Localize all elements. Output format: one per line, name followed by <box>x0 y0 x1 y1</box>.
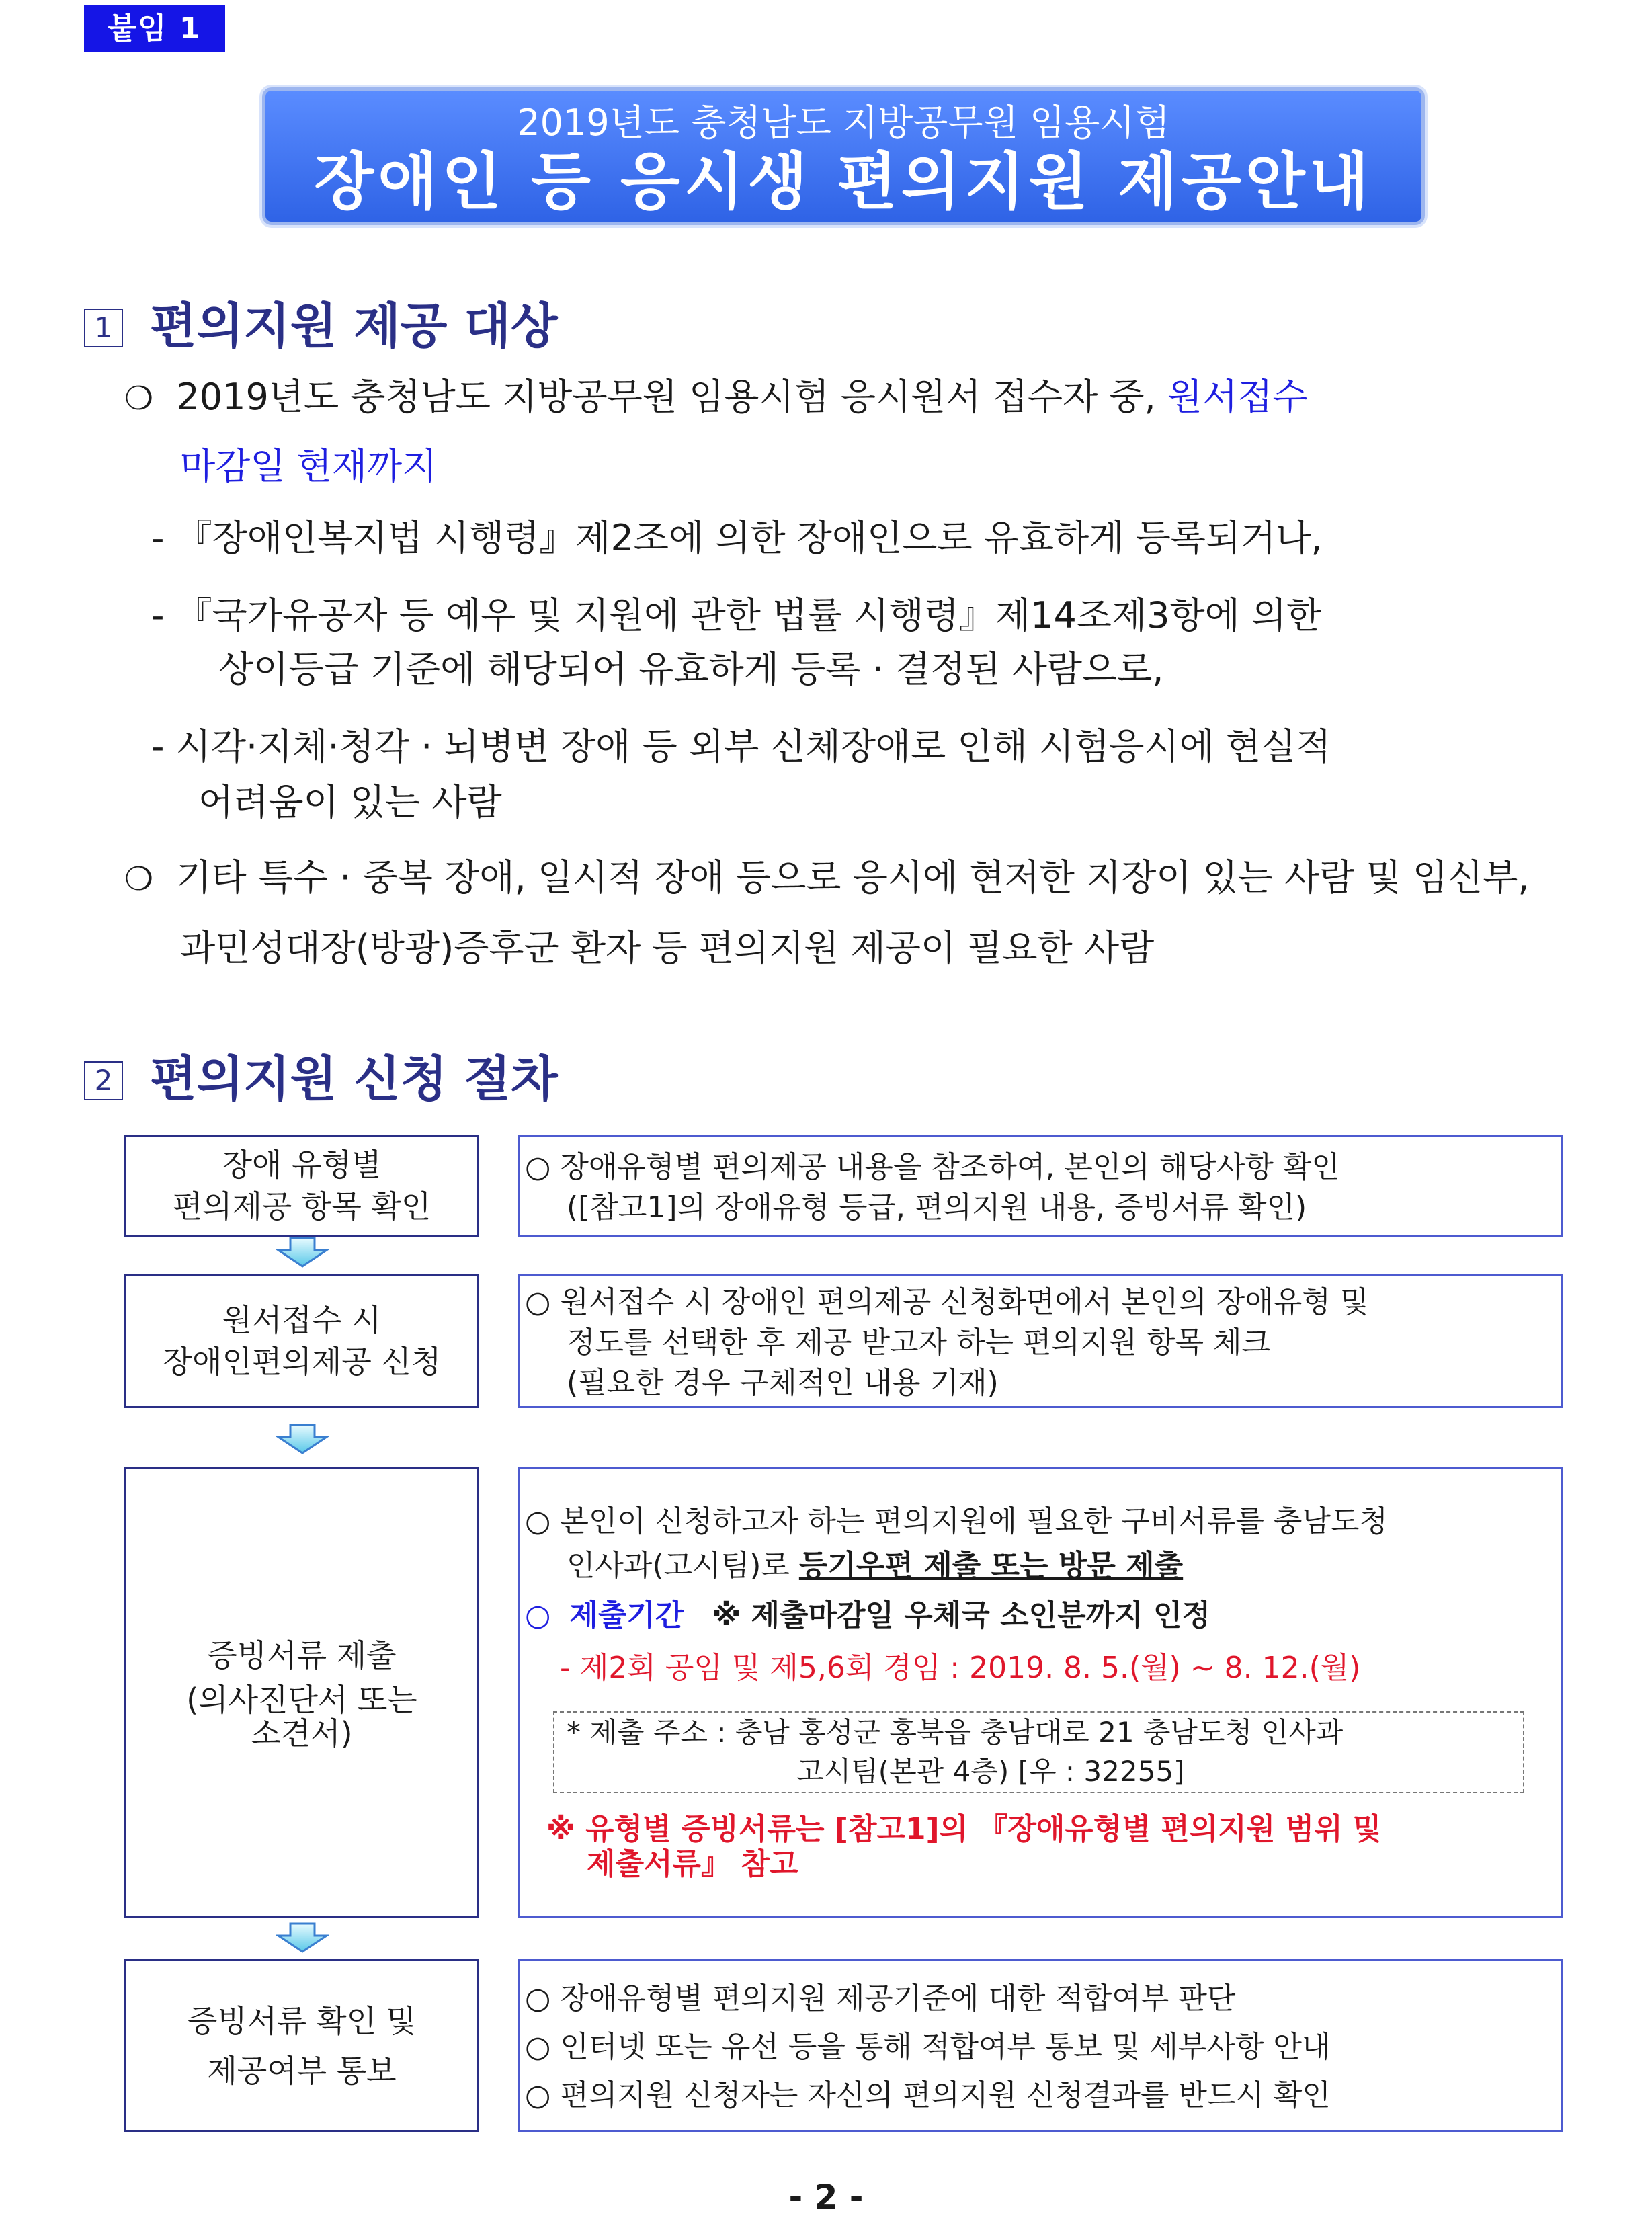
step3-note-line: ※ 유형별 증빙서류는 [참고1]의 『장애유형별 편의지원 범위 및 <box>546 1812 1382 1846</box>
step3-address-line: 고시팀(본관 4층) [우 : 32255] <box>796 1755 1185 1788</box>
step2-label-line: 원서접수 시 <box>222 1302 382 1338</box>
step4-content-box <box>518 1959 1563 2132</box>
dash-item-3-line2: 어려움이 있는 사람 <box>198 781 502 823</box>
down-arrow-icon <box>276 1922 329 1953</box>
step4-label-line: 증빙서류 확인 및 <box>187 2002 417 2039</box>
step2-content-box <box>518 1274 1563 1408</box>
circle-bullet-icon: ❍ <box>124 380 154 417</box>
step4-line: ○ 인터넷 또는 유선 등을 통해 적합여부 통보 및 세부사항 안내 <box>525 2030 1331 2064</box>
section1-number: 1 <box>84 309 123 347</box>
step3-note-line: 제출서류』 참고 <box>587 1847 798 1881</box>
step4-line: ○ 편의지원 신청자는 자신의 편의지원 신청결과를 반드시 확인 <box>525 2078 1331 2112</box>
step2-label-box <box>124 1274 479 1408</box>
circle-bullet-icon: ○ <box>525 1598 551 1633</box>
circle-bullet-icon: ❍ <box>124 860 154 898</box>
step2-line: ○ 원서접수 시 장애인 편의제공 신청화면에서 본인의 장애유형 및 <box>525 1285 1369 1319</box>
section1-title: 편의지원 제공 대상 <box>150 298 558 354</box>
step3-line2 <box>567 1547 1183 1585</box>
bullet1-line1 <box>124 376 1308 419</box>
down-arrow-icon <box>276 1424 329 1454</box>
step1-content-box <box>518 1135 1563 1237</box>
dash-item-2-line1: - 『국가유공자 등 예우 및 지원에 관한 법률 시행령』제14조제3항에 의한 <box>151 594 1322 636</box>
page-number: - 2 - <box>788 2178 864 2217</box>
section1-heading <box>84 299 558 353</box>
banner-title: 장애인 등 응시생 편의지원 제공안내 <box>314 146 1373 218</box>
dash-item-2-line2: 상이등급 기준에 해당되어 유효하게 등록 · 결정된 사람으로, <box>218 648 1164 690</box>
bullet1-highlight: 원서접수 <box>1167 376 1308 418</box>
step3-period-label: 제출기간 <box>569 1598 684 1633</box>
bullet2-line1 <box>124 857 1530 900</box>
step4-line: ○ 장애유형별 편의지원 제공기준에 대한 적합여부 판단 <box>525 1981 1236 2016</box>
step3-address-line: * 제출 주소 : 충남 홍성군 홍북읍 충남대로 21 충남도청 인사과 <box>567 1716 1344 1749</box>
bullet2-text: 기타 특수 · 중복 장애, 일시적 장애 등으로 응시에 현저한 지장이 있는 사람 및 임신부, <box>176 856 1530 899</box>
step3-address-box <box>553 1711 1524 1793</box>
step1-line: ○ 장애유형별 편의제공 내용을 참조하여, 본인의 해당사항 확인 <box>525 1150 1340 1184</box>
section2-heading <box>84 1052 558 1106</box>
step1-line: ([참고1]의 장애유형 등급, 편의지원 내용, 증빙서류 확인) <box>567 1190 1307 1225</box>
dash-item-1: - 『장애인복지법 시행령』제2조에 의한 장애인으로 유효하게 등록되거나, <box>151 517 1323 559</box>
bullet1-line2: 마감일 현재까지 <box>180 445 438 487</box>
step3-period-note: ※ 제출마감일 우체국 소인분까지 인정 <box>712 1598 1210 1633</box>
step3-line: ○ 본인이 신청하고자 하는 편의지원에 필요한 구비서류를 충남도청 <box>525 1504 1388 1538</box>
step3-period-row <box>525 1597 1210 1635</box>
section2-number: 2 <box>84 1061 123 1100</box>
step1-label-line: 장애 유형별 <box>222 1147 382 1183</box>
step3-label-line: (의사진단서 또는 <box>186 1682 417 1718</box>
bullet1-text: 2019년도 충청남도 지방공무원 임용시험 응시원서 접수자 중, <box>176 376 1156 418</box>
step3-line2-text: 인사과(고시팀)로 <box>567 1549 790 1583</box>
dash-item-3-line1: - 시각·지체·청각 · 뇌병변 장애 등 외부 신체장애로 인해 시험응시에 현실적 <box>151 725 1331 768</box>
step4-label-box <box>124 1959 479 2132</box>
step2-label-line: 장애인편의제공 신청 <box>162 1344 442 1380</box>
step1-label-box <box>124 1135 479 1237</box>
step3-label-line: 증빙서류 제출 <box>207 1637 397 1674</box>
step3-label-line: 소견서) <box>251 1715 353 1752</box>
banner-subtitle: 2019년도 충청남도 지방공무원 임용시험 <box>517 101 1170 144</box>
step3-submit-method: 등기우편 제출 또는 방문 제출 <box>798 1549 1184 1583</box>
step3-label-box <box>124 1467 479 1918</box>
bullet2-line2: 과민성대장(방광)증후군 환자 등 편의지원 제공이 필요한 사람 <box>180 927 1155 969</box>
step3-content-box <box>518 1467 1563 1918</box>
step3-period-dates: - 제2회 공임 및 제5,6회 경임 : 2019. 8. 5.(월) ~ 8. 12.(월) <box>560 1651 1361 1685</box>
title-banner <box>262 87 1425 225</box>
step2-line: (필요한 경우 구체적인 내용 기재) <box>567 1366 999 1400</box>
step2-line: 정도를 선택한 후 제공 받고자 하는 편의지원 항목 체크 <box>567 1325 1270 1360</box>
section2-title: 편의지원 신청 절차 <box>150 1051 558 1107</box>
step1-label-line: 편의제공 항목 확인 <box>172 1188 431 1225</box>
attachment-tag: 붙임 1 <box>84 5 225 52</box>
down-arrow-icon <box>276 1237 329 1268</box>
step4-label-line: 제공여부 통보 <box>207 2052 397 2089</box>
